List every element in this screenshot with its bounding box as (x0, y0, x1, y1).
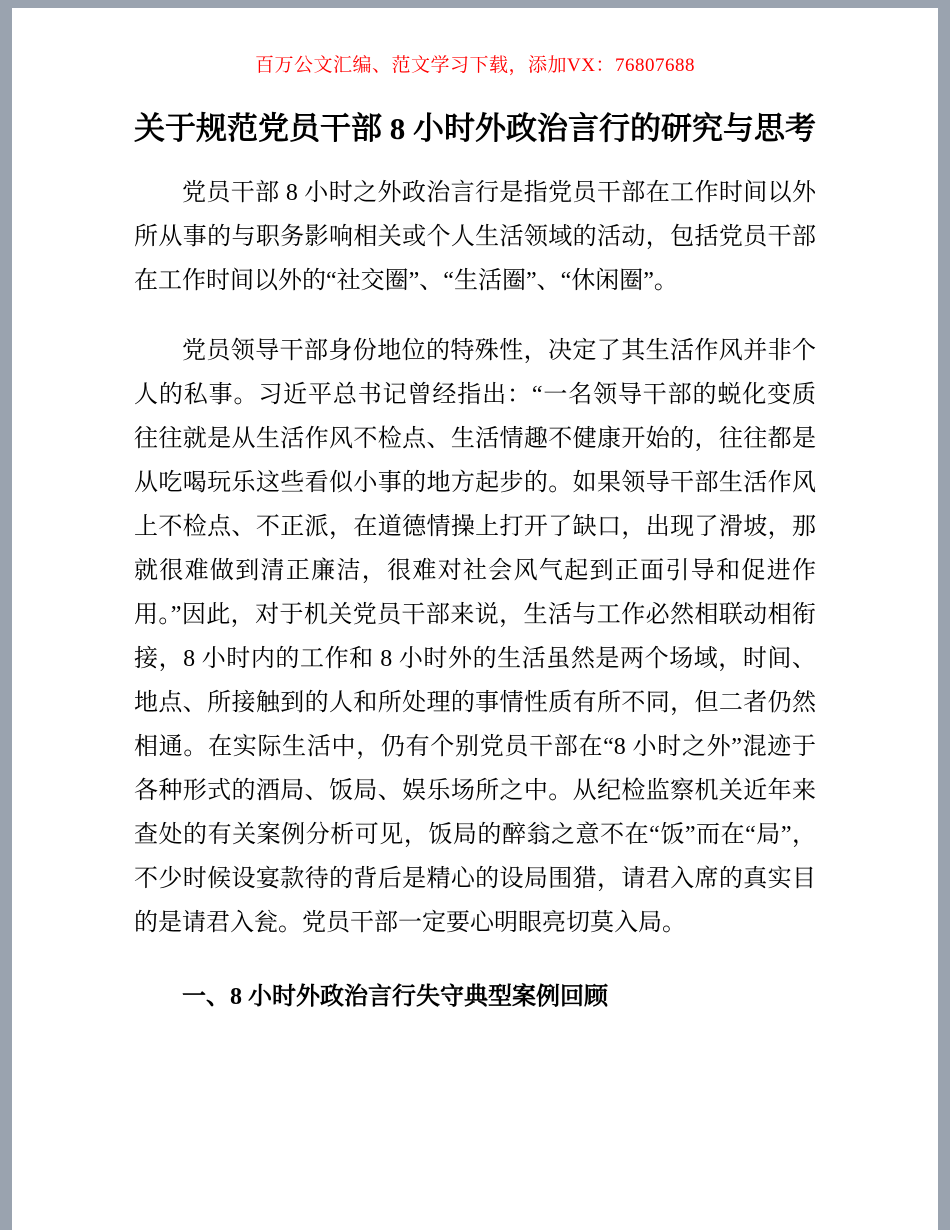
paragraph-intro: 党员干部 8 小时之外政治言行是指党员干部在工作时间以外所从事的与职务影响相关或个人生活领域的活动，包括党员干部在工作时间以外的“社交圈”、“生活圈”、“休闲圈”。 (134, 180, 816, 295)
section-heading: 一、8 小时外政治言行失守典型案例回顾 (182, 984, 608, 1011)
paragraph-body: 党员领导干部身份地位的特殊性，决定了其生活作风并非个人的私事。习近平总书记曾经指出：“一名领导干部的蜕化变质往往就是从生活作风不检点、生活情趣不健康开始的，往往都是从吃喝玩乐这些看似小事的地方起步的。如果领导干部生活作风上不检点、不正派，在道德情操上打开了缺口，出现了滑坡，那就很难做到清正廉洁，很难对社会风气起到正面引导和促进作用。”因此，对于机关党员干部来说，生活与工作必然相联动相衔接，8 小时内的工作和 8 小时外的生活虽然是两个场域，时间、地点、所接触到的人和所处理的事情性质有所不同，但二者仍然相通。在实际生活中，仍有个别党员干部在“8 小时之外”混迹于各种形式的酒局、饭局、娱乐场所之中。从纪检监察机关近年来查处的有关案例分析可见，饭局的醉翁之意不在“饭”而在“局”，不少时候设宴款待的背后是精心的设局围猎，请君入席的真实目的是请君入瓮。党员干部一定要心明眼亮切莫入局。 (134, 338, 816, 937)
document-page (12, 8, 938, 1230)
document-title: 关于规范党员干部 8 小时外政治言行的研究与思考 (134, 111, 816, 146)
header-notice: 百万公文汇编、范文学习下载，添加VX：76807688 (255, 55, 695, 76)
